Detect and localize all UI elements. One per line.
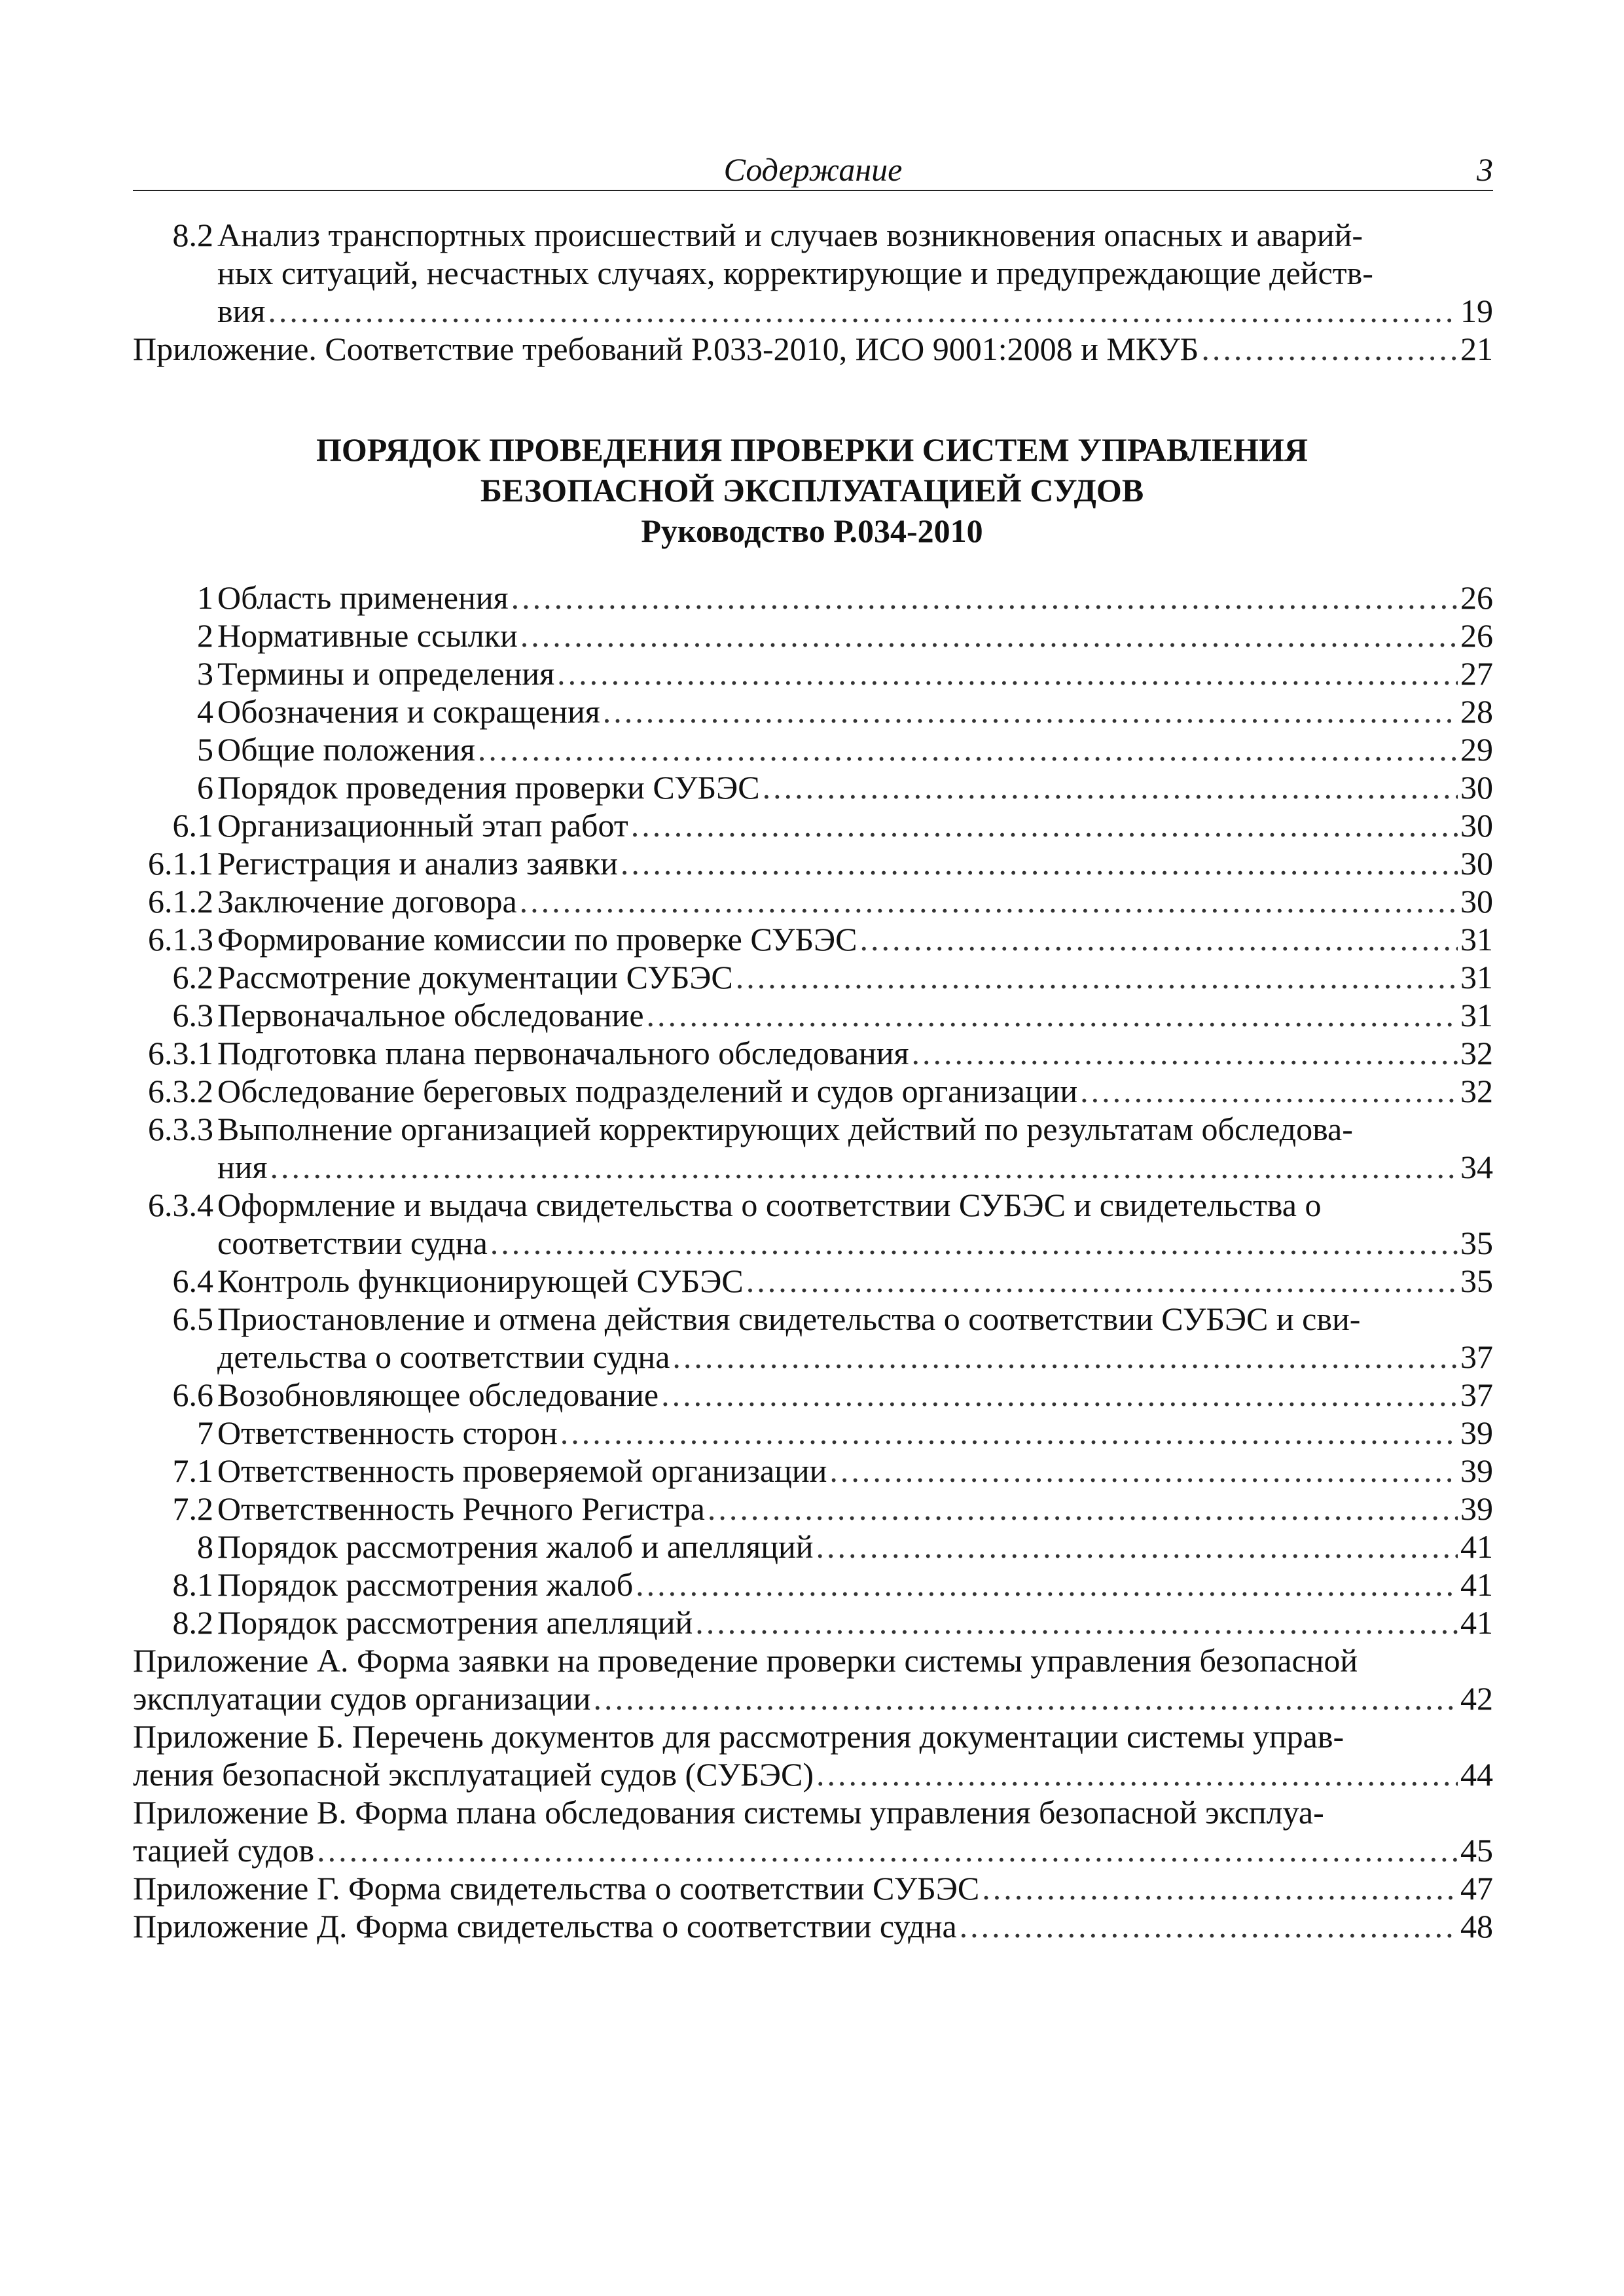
dot-leader [490, 1224, 1458, 1262]
toc-entry-text: Приложение Д. Форма свидетельства о соответствии судна [133, 1908, 957, 1945]
toc-entry-page-number: 19 [1460, 293, 1493, 329]
dot-leader [746, 1262, 1458, 1300]
toc-entry-text: Приложение А. Форма заявки на проведение проверки системы управления безопасной [133, 1642, 1358, 1679]
dot-leader [631, 806, 1458, 844]
toc-top [0, 216, 1624, 368]
toc-entry-number: 5 [197, 731, 213, 768]
toc-entry[interactable] [0, 730, 1624, 768]
toc-entry-text: Анализ транспортных происшествий и случаев возникновения опасных и аварий- [217, 217, 1363, 253]
toc-entry-text: Регистрация и анализ заявки [217, 845, 618, 882]
toc-entry-page-number: 21 [1460, 331, 1493, 367]
dot-leader [695, 1604, 1458, 1641]
toc-entry[interactable] [0, 1641, 1624, 1717]
toc-entry[interactable] [0, 1414, 1624, 1452]
dot-leader [860, 920, 1458, 958]
toc-entry-text: Термины и определения [217, 655, 555, 692]
dot-leader [268, 292, 1458, 330]
toc-entry-page-number: 39 [1460, 1452, 1493, 1489]
toc-entry-number: 6.1 [172, 807, 213, 844]
toc-entry-text: Порядок рассмотрения жалоб [217, 1566, 634, 1603]
toc-entry-text: Контроль функционирующей СУБЭС [217, 1263, 744, 1299]
dot-leader [593, 1679, 1458, 1717]
toc-entry-page-number: 26 [1460, 617, 1493, 654]
dot-leader [603, 692, 1458, 730]
toc-entry[interactable] [0, 1072, 1624, 1110]
toc-entry-page-number: 30 [1460, 883, 1493, 920]
toc-entry[interactable] [0, 1907, 1624, 1945]
dot-leader [270, 1148, 1458, 1186]
toc-entry-page-number: 26 [1460, 579, 1493, 616]
toc-entry-page-number: 37 [1460, 1338, 1493, 1375]
toc-entry-text: Ответственность Речного Регистра [217, 1490, 705, 1527]
toc-entry-page-number: 30 [1460, 769, 1493, 806]
toc-entry-page-number: 39 [1460, 1490, 1493, 1527]
toc-entry-text: Формирование комиссии по проверке СУБЭС [217, 921, 857, 958]
toc-entry-text: Общие положения [217, 731, 475, 768]
dot-leader [912, 1034, 1458, 1072]
toc-entry-text: вия [217, 293, 266, 329]
toc-entry-number: 6.5 [172, 1300, 213, 1337]
toc-entry-text: Выполнение организацией корректирующих действий по результатам обследова- [217, 1111, 1353, 1147]
dot-leader [816, 1755, 1458, 1793]
toc-entry-text: Приложение Г. Форма свидетельства о соответствии СУБЭС [133, 1870, 980, 1907]
toc-entry-text: ных ситуаций, несчастных случаях, корректирующие и предупреждающие действ- [217, 255, 1373, 291]
toc-entry-page-number: 29 [1460, 731, 1493, 768]
toc-entry[interactable] [0, 1262, 1624, 1300]
toc-entry[interactable] [0, 579, 1624, 617]
toc-entry-number: 2 [197, 617, 213, 654]
toc-entry-number: 6.1.1 [148, 845, 213, 882]
toc-entry-page-number: 27 [1460, 655, 1493, 692]
toc-entry-text: Приложение. Соответствие требований Р.033-2010, ИСО 9001:2008 и МКУБ [133, 331, 1199, 367]
dot-leader [511, 579, 1458, 617]
toc-entry[interactable] [0, 1566, 1624, 1604]
toc-entry[interactable] [0, 1793, 1624, 1869]
section-title-line1: ПОРЯДОК ПРОВЕДЕНИЯ ПРОВЕРКИ СИСТЕМ УПРАВЛЕНИЯ [316, 431, 1308, 468]
toc-entry-page-number: 30 [1460, 807, 1493, 844]
toc-entry-number: 1 [197, 579, 213, 616]
toc-entry-number: 8.2 [172, 1604, 213, 1641]
toc-entry-number: 6.3 [172, 997, 213, 1033]
toc-entry-page-number: 41 [1460, 1566, 1493, 1603]
dot-leader [647, 996, 1458, 1034]
toc-entry[interactable] [0, 882, 1624, 920]
dot-leader [557, 655, 1458, 692]
toc-entry-page-number: 32 [1460, 1035, 1493, 1071]
dot-leader [478, 730, 1458, 768]
toc-entry-text: Порядок рассмотрения апелляций [217, 1604, 693, 1641]
toc-entry-page-number: 31 [1460, 921, 1493, 958]
toc-entry[interactable] [0, 996, 1624, 1034]
toc-entry[interactable] [0, 1717, 1624, 1793]
toc-entry-number: 7 [197, 1414, 213, 1451]
toc-entry-page-number: 41 [1460, 1528, 1493, 1565]
toc-entry-text: Нормативные ссылки [217, 617, 518, 654]
toc-entry-page-number: 45 [1460, 1832, 1493, 1869]
dot-leader [621, 844, 1458, 882]
dot-leader [520, 617, 1458, 655]
toc-entry[interactable] [0, 692, 1624, 730]
dot-leader [1201, 330, 1458, 368]
toc-entry-number: 6.1.2 [148, 883, 213, 920]
toc-entry-page-number: 34 [1460, 1149, 1493, 1185]
toc-entry[interactable] [0, 655, 1624, 692]
dot-leader [816, 1528, 1458, 1566]
dot-leader [829, 1452, 1458, 1490]
toc-entry[interactable] [0, 1110, 1624, 1186]
toc-entry-page-number: 35 [1460, 1263, 1493, 1299]
toc-entry-text: эксплуатации судов организации [133, 1680, 591, 1717]
toc-entry-number: 6.4 [172, 1263, 213, 1299]
toc-entry-text: Порядок рассмотрения жалоб и апелляций [217, 1528, 814, 1565]
toc-entry-page-number: 39 [1460, 1414, 1493, 1451]
toc-entry-text: Порядок проведения проверки СУБЭС [217, 769, 760, 806]
toc-entry-text: тацией судов [133, 1832, 315, 1869]
toc-entry[interactable] [0, 1604, 1624, 1641]
dot-leader [736, 958, 1458, 996]
toc-entry-text: Рассмотрение документации СУБЭС [217, 959, 733, 996]
toc-entry-page-number: 41 [1460, 1604, 1493, 1641]
toc-entry-text: детельства о соответствии судна [217, 1338, 670, 1375]
dot-leader [708, 1490, 1458, 1528]
toc-entry-text: Организационный этап работ [217, 807, 628, 844]
dot-leader [520, 882, 1458, 920]
toc-entry-text: Заключение договора [217, 883, 517, 920]
dot-leader [560, 1414, 1458, 1452]
toc-entry-number: 8.2 [172, 217, 213, 253]
dot-leader [763, 768, 1458, 806]
toc-entry-text: Приложение В. Форма плана обследования системы управления безопасной эксплуа- [133, 1794, 1324, 1831]
toc-entry-page-number: 32 [1460, 1073, 1493, 1109]
toc-entry-text: Область применения [217, 579, 509, 616]
header-page-number: 3 [1477, 151, 1493, 188]
toc-entry[interactable] [0, 1869, 1624, 1907]
toc-entry-number: 6.3.2 [148, 1073, 213, 1109]
toc-entry-text: Обозначения и сокращения [217, 693, 600, 730]
toc-entry[interactable] [0, 617, 1624, 655]
toc-entry[interactable] [0, 1034, 1624, 1072]
toc-entry-number: 6.3.4 [148, 1187, 213, 1223]
dot-leader [661, 1376, 1458, 1414]
dot-leader [960, 1907, 1458, 1945]
toc-entry-text: Оформление и выдача свидетельства о соответствии СУБЭС и свидетельства о [217, 1187, 1322, 1223]
toc-entry[interactable] [0, 806, 1624, 844]
toc-entry-text: Обследование береговых подразделений и судов организации [217, 1073, 1078, 1109]
toc-entry-page-number: 47 [1460, 1870, 1493, 1907]
header-title: Содержание [723, 151, 903, 188]
running-header [133, 149, 1493, 191]
toc-entry-text: Подготовка плана первоначального обследования [217, 1035, 909, 1071]
toc-entry-number: 6 [197, 769, 213, 806]
toc-entry-number: 6.2 [172, 959, 213, 996]
toc-entry-number: 6.1.3 [148, 921, 213, 958]
toc-entry[interactable] [0, 768, 1624, 806]
toc-entry-page-number: 28 [1460, 693, 1493, 730]
toc-entry[interactable] [0, 958, 1624, 996]
toc-entry-text: ления безопасной эксплуатацией судов (СУБЭС) [133, 1756, 814, 1793]
toc-entry-number: 3 [197, 655, 213, 692]
toc-entry-number: 4 [197, 693, 213, 730]
toc-entry-number: 6.3.3 [148, 1111, 213, 1147]
toc-entry[interactable] [0, 1490, 1624, 1528]
toc-entry[interactable] [0, 1186, 1624, 1262]
toc-entry-page-number: 48 [1460, 1908, 1493, 1945]
toc-entry-text: соответствии судна [217, 1225, 488, 1261]
toc-entry-text: Первоначальное обследование [217, 997, 644, 1033]
toc-entry[interactable] [0, 1452, 1624, 1490]
dot-leader [1080, 1072, 1458, 1110]
toc-main [0, 579, 1624, 1945]
toc-entry-page-number: 44 [1460, 1756, 1493, 1793]
toc-entry-number: 7.2 [172, 1490, 213, 1527]
toc-entry-number: 6.3.1 [148, 1035, 213, 1071]
toc-entry-number: 8.1 [172, 1566, 213, 1603]
toc-entry[interactable] [0, 844, 1624, 882]
toc-entry-text: Ответственность сторон [217, 1414, 558, 1451]
toc-entry-page-number: 31 [1460, 997, 1493, 1033]
toc-entry-text: Приложение Б. Перечень документов для рассмотрения документации системы управ- [133, 1718, 1344, 1755]
toc-entry-page-number: 42 [1460, 1680, 1493, 1717]
section-title-line2: БЕЗОПАСНОЙ ЭКСПЛУАТАЦИЕЙ СУДОВ [480, 472, 1144, 509]
toc-entry[interactable] [0, 1376, 1624, 1414]
toc-entry[interactable] [0, 1528, 1624, 1566]
toc-entry[interactable] [0, 330, 1624, 368]
toc-entry-number: 7.1 [172, 1452, 213, 1489]
toc-entry[interactable] [0, 216, 1624, 330]
toc-entry[interactable] [0, 1300, 1624, 1376]
toc-entry-page-number: 35 [1460, 1225, 1493, 1261]
toc-entry-number: 6.6 [172, 1376, 213, 1413]
toc-entry-page-number: 30 [1460, 845, 1493, 882]
toc-entry-text: Приостановление и отмена действия свидетельства о соответствии СУБЭС и сви- [217, 1300, 1361, 1337]
toc-entry-text: Возобновляющее обследование [217, 1376, 659, 1413]
dot-leader [317, 1831, 1458, 1869]
toc-entry-text: Ответственность проверяемой организации [217, 1452, 827, 1489]
dot-leader [672, 1338, 1458, 1376]
toc-entry-number: 8 [197, 1528, 213, 1565]
toc-entry-page-number: 31 [1460, 959, 1493, 996]
dot-leader [636, 1566, 1458, 1604]
toc-entry-text: ния [217, 1149, 268, 1185]
toc-entry-page-number: 37 [1460, 1376, 1493, 1413]
dot-leader [982, 1869, 1458, 1907]
section-subtitle: Руководство Р.034-2010 [641, 512, 983, 549]
toc-entry[interactable] [0, 920, 1624, 958]
